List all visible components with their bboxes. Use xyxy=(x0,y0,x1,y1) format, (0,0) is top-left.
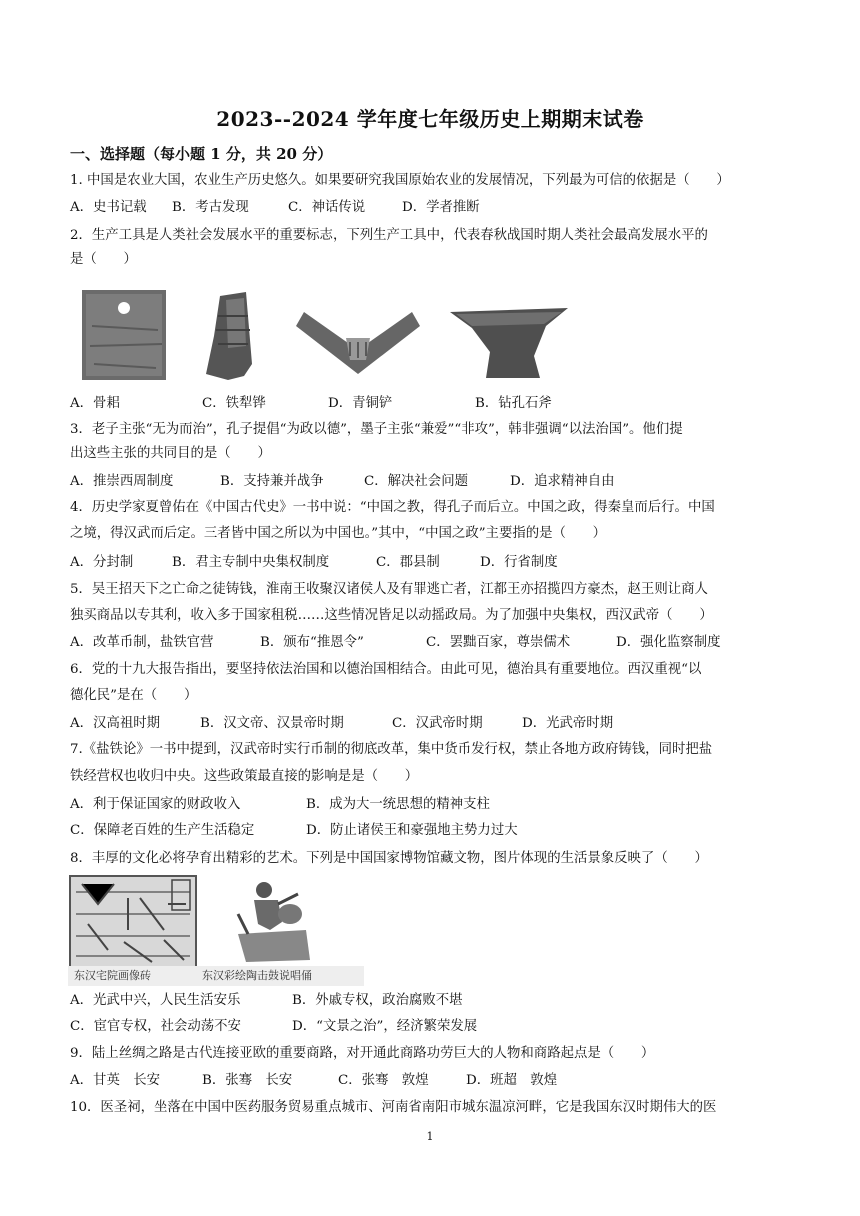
caption-brick: 东汉宅院画像砖 xyxy=(74,969,151,982)
section-heading: 一、选择题（每小题 1 分，共 20 分） xyxy=(70,145,333,163)
q5-stem-line1: 5．吴王招天下之亡命之徒铸钱，淮南王收聚汉诸侯人及有罪逃亡者，江都王亦招揽四方豪杰，赵王则让商人 xyxy=(70,582,708,597)
q6-option-d: D．光武帝时期 xyxy=(522,716,614,731)
q3-stem-line2: 出这些主张的共同目的是（ ） xyxy=(70,446,271,461)
page-number: 1 xyxy=(426,1130,434,1143)
q6-option-c: C．汉武帝时期 xyxy=(392,716,483,731)
bronze-shovel-image xyxy=(296,312,420,374)
q7-stem-line2: 铁经营权也收归中央。这些政策最直接的影响是是（ ） xyxy=(70,769,419,784)
q9-stem: 9．陆上丝绸之路是古代连接亚欧的重要商路，对开通此商路功劳巨大的人物和商路起点是（ ） xyxy=(70,1046,655,1061)
q3-option-d: D．追求精神自由 xyxy=(510,474,615,489)
q1-option-d: D．学者推断 xyxy=(402,200,480,215)
q7-stem-line1: 7.《盐铁论》一书中提到，汉武帝时实行币制的彻底改革，集中货币发行权，禁止各地方政府铸钱，同时把盐 xyxy=(70,742,713,757)
iron-plow-image xyxy=(206,292,252,380)
q6-option-b: B．汉文帝、汉景帝时期 xyxy=(200,716,344,731)
q2-option-b: B．钻孔石斧 xyxy=(475,396,552,411)
q5-option-d: D．强化监察制度 xyxy=(616,635,721,650)
q2-option-d: D．青铜铲 xyxy=(328,396,393,411)
q6-stem-line2: 德化民”是在（ ） xyxy=(70,688,198,703)
east-han-brick-image xyxy=(70,876,196,968)
q3-option-a: A．推崇西周制度 xyxy=(70,474,174,489)
q5-stem-line2: 独买商品以专其利，收入多于国家租税……这些情况皆足以动摇政局。为了加强中央集权，西汉武帝（ ） xyxy=(70,608,713,623)
q7-option-c: C．保障老百姓的生产生活稳定 xyxy=(70,823,255,838)
q8-option-b: B．外戚专权，政治腐败不堪 xyxy=(292,993,463,1008)
bone-spade-image xyxy=(82,290,166,380)
q7-option-d: D．防止诸侯王和豪强地主势力过大 xyxy=(306,823,518,838)
q4-option-d: D．行省制度 xyxy=(480,555,558,570)
drummer-figurine-image xyxy=(238,882,310,962)
q7-options-row1 xyxy=(70,795,490,815)
q1-option-a: A．史书记载 xyxy=(70,200,147,215)
stone-axe-image xyxy=(450,308,568,378)
q9-option-b: B．张骞 长安 xyxy=(202,1073,293,1088)
q1-option-b: B．考古发现 xyxy=(172,200,249,215)
q2-stem-line2: 是（ ） xyxy=(70,252,137,267)
q1-stem: 1. 中国是农业大国，农业生产历史悠久。如果要研究我国原始农业的发展情况，下列最为可信的依据是（ ） xyxy=(70,173,730,188)
q8-option-c: C．宦官专权，社会动荡不安 xyxy=(70,1019,241,1034)
q9-option-a: A．甘英 长安 xyxy=(70,1073,161,1088)
q2-options xyxy=(70,394,552,414)
exam-title: 2023--2024 学年度七年级历史上期期末试卷 xyxy=(216,107,644,131)
q2-option-c: C．铁犁铧 xyxy=(202,396,266,411)
q2-tools-figure xyxy=(78,286,598,386)
q3-option-b: B．支持兼并战争 xyxy=(220,474,324,489)
q10-stem: 10．医圣祠，坐落在中国中医药服务贸易重点城市、河南省南阳市城东温凉河畔，它是我国东汉时期伟大的医 xyxy=(70,1100,717,1115)
q1-options xyxy=(70,198,480,218)
q8-stem: 8．丰厚的文化必将孕育出精彩的艺术。下列是中国国家博物馆藏文物，图片体现的生活景象反映了（ ） xyxy=(70,851,708,866)
q7-option-a: A．利于保证国家的财政收入 xyxy=(70,797,241,812)
q8-option-d: D．“文景之治”，经济繁荣发展 xyxy=(292,1019,478,1034)
q7-option-b: B．成为大一统思想的精神支柱 xyxy=(306,797,490,812)
q2-tool-images xyxy=(78,286,598,386)
q8-option-a: A．光武中兴，人民生活安乐 xyxy=(70,993,241,1008)
q4-stem-line2: 之境，得汉武而后定。三者皆中国之所以为中国也。”其中，“中国之政”主要指的是（ ） xyxy=(70,526,607,541)
q9-option-c: C．张骞 敦煌 xyxy=(338,1073,429,1088)
q5-option-c: C．罢黜百家，尊崇儒术 xyxy=(426,635,571,650)
q6-option-a: A．汉高祖时期 xyxy=(70,716,161,731)
q4-stem-line1: 4．历史学家夏曾佑在《中国古代史》一书中说：“中国之教，得孔子而后立。中国之政，得秦皇而后行。中国 xyxy=(70,500,715,515)
q5-option-b: B．颁布“推恩令” xyxy=(260,635,364,650)
q8-relic-images xyxy=(68,874,364,986)
caption-figurine: 东汉彩绘陶击鼓说唱俑 xyxy=(202,969,312,982)
q6-options xyxy=(70,714,613,734)
q3-stem-line1: 3．老子主张“无为而治”，孔子提倡“为政以德”，墨子主张“兼爱”“非攻”，韩非强调“以法治国”。他们提 xyxy=(70,422,683,437)
q4-option-c: C．郡县制 xyxy=(376,555,440,570)
q1-option-c: C．神话传说 xyxy=(288,200,366,215)
q2-option-a: A．骨耜 xyxy=(70,396,120,411)
q9-options xyxy=(70,1071,557,1091)
q4-option-a: A．分封制 xyxy=(70,555,134,570)
q8-options-row2 xyxy=(70,1017,477,1037)
q5-options xyxy=(70,633,720,653)
q4-options xyxy=(70,553,558,573)
q4-option-b: B．君主专制中央集权制度 xyxy=(172,555,330,570)
q8-options-row1 xyxy=(70,991,463,1011)
q3-option-c: C．解决社会问题 xyxy=(364,474,468,489)
q7-options-row2 xyxy=(70,821,518,841)
q6-stem-line1: 6．党的十九大报告指出，要坚持依法治国和以德治国相结合。由此可见，德治具有重要地位。西汉重视“以 xyxy=(70,662,702,677)
q5-option-a: A．改革币制，盐铁官营 xyxy=(70,635,214,650)
q3-options xyxy=(70,472,614,492)
q2-stem-line1: 2．生产工具是人类社会发展水平的重要标志，下列生产工具中，代表春秋战国时期人类社会最高发展水平的 xyxy=(70,228,708,243)
q9-option-d: D．班超 敦煌 xyxy=(466,1073,558,1088)
